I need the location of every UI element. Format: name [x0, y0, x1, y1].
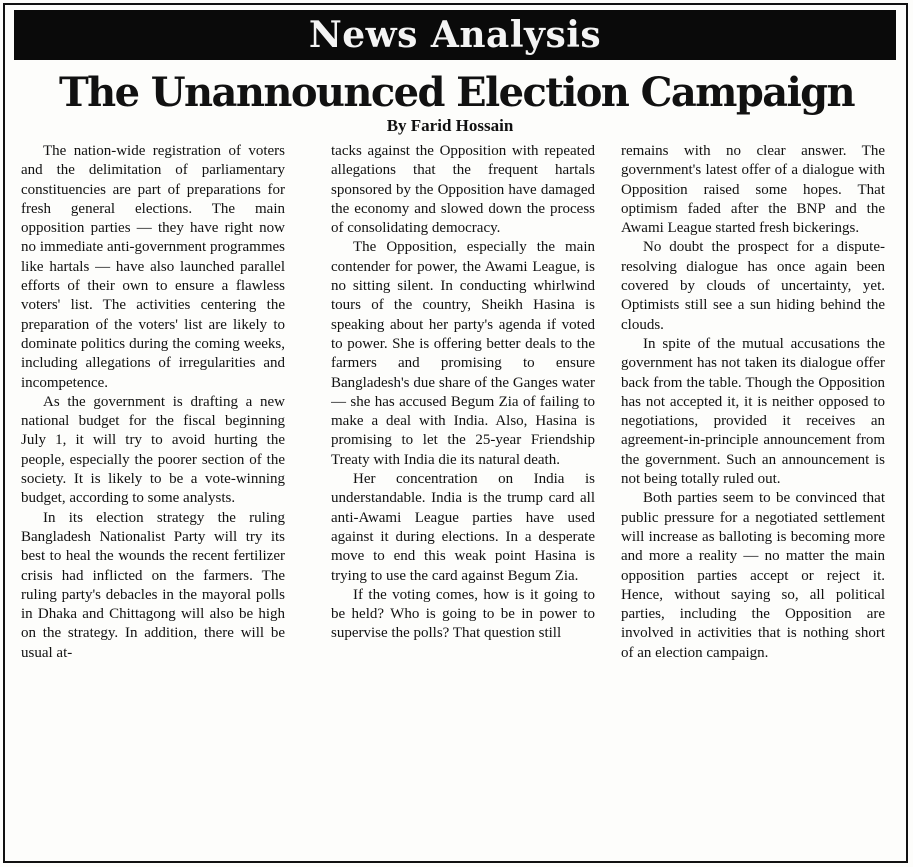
article-paragraph: No doubt the prospect for a dispute-resolving dialogue has once again been covered by clouds of uncertainty, yet. Optimists still see a sun hiding behind the clouds.	[621, 239, 885, 333]
article-paragraph: The nation-wide registration of voters and the delimitation of parliamentary constituencies are part of preparations for fresh general elections. The main opposition parties — they have right now no immediate anti-government programmes like hartals — have also launched parallel efforts of their own to ensure a flawless voters' list. The activities centering the preparation of the voters' list are likely to dominate politics during the coming weeks, including allegations of irregularities and incompetence.	[21, 143, 285, 391]
article-paragraph: Both parties seem to be convinced that public pressure for a negotiated settlement will increase as balloting is becoming more and more a reality — no matter the main opposition parties accept or reject it. Hence, without saying so, all political parties, including the Opposition are involved in activities that is nothing short of an election campaign.	[621, 490, 885, 661]
article-paragraph: Her concentration on India is understandable. India is the trump card all anti-Awami League parties have used against it during elections. In a desperate move to end this weak point Hasina is trying to use the card against Begum Zia.	[331, 471, 595, 584]
article-paragraph: In spite of the mutual accusations the government has not taken its dialogue offer back from the table. Though the Opposition has not accepted it, it is neither opposed to negotiations, provided it receives an agreement-in-principle announcement from the government. Such an announcement is not being totally ruled out.	[621, 335, 885, 488]
section-title: News Analysis	[308, 14, 602, 56]
article-paragraph: As the government is drafting a new national budget for the fiscal beginning July 1, it will try to avoid hurting the people, especially the poorer section of the society. It is likely to be a vote-winning budget, according to some analysts.	[21, 393, 285, 507]
article-paragraph: If the voting comes, how is it going to be held? Who is going to be in power to supervise the polls? That question still	[331, 586, 595, 642]
headline: The Unannounced Election Campaign	[58, 69, 855, 116]
article-paragraph: tacks against the Opposition with repeated allegations that the frequent hartals sponsored by the Opposition have damaged the economy and slowed down the process of consolidating democracy.	[331, 143, 595, 237]
article-column-1	[21, 142, 285, 856]
byline: By Farid Hossain	[386, 116, 514, 135]
article-paragraph: The Opposition, especially the main contender for power, the Awami League, is no sitting silent. In conducting whirlwind tours of the country, Sheikh Hasina is speaking about her party's agenda if voted to power. She is offering better deals to the farmers and promising to ensure Bangladesh's due share of the Ganges water — she has accused Begum Zia of failing to make a deal with India. Also, Hasina is promising to let the 25-year Friendship Treaty with India die its natural death.	[331, 239, 595, 468]
article-paragraph: remains with no clear answer. The government's latest offer of a dialogue with Opposition raised some hopes. That optimism faded after the BNP and the Awami League started fresh bickerings.	[621, 143, 885, 237]
article-paragraph: In its election strategy the ruling Bangladesh Nationalist Party will try its best to heal the wounds the recent fertilizer crisis had inflicted on the farmers. The ruling party's debacles in the mayoral polls in Dhaka and Chittagong will also be high on the strategy. In addition, there will be usual at-	[21, 509, 285, 661]
article-column-3	[621, 142, 885, 856]
section-banner	[14, 10, 896, 60]
article-column-2	[331, 142, 595, 856]
